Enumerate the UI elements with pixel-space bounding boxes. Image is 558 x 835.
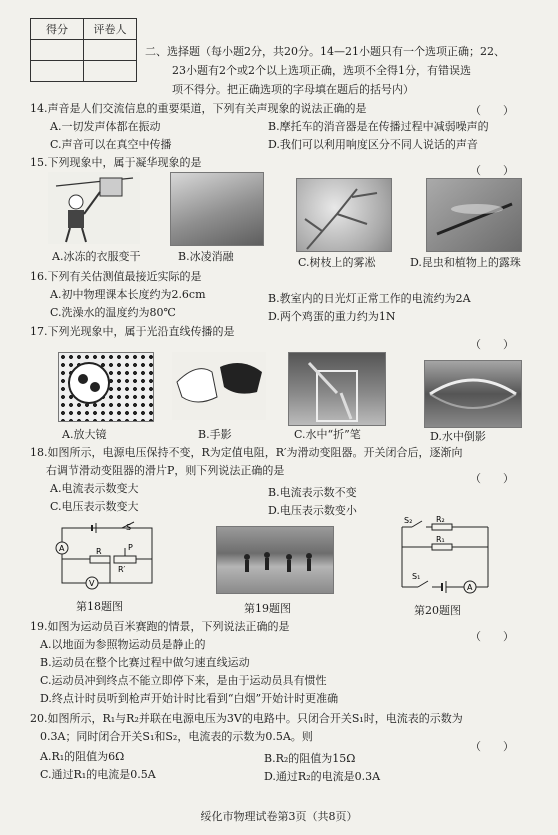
q14-option-a: A.一切发声体都在振动	[50, 120, 161, 133]
q14-answer-parens: （ ）	[470, 104, 514, 117]
melting-ice-image	[170, 172, 264, 246]
switch-s2-label: S₂	[404, 516, 413, 525]
frozen-clothes-image	[48, 172, 140, 244]
q18-stem-line1: 18.如图所示，电源电压保持不变，R为定值电阻，R′为滑动变阻器。开关闭合后，逐渐向	[30, 446, 463, 459]
dewdrops-insect-image	[426, 178, 522, 252]
q20-option-c: C.通过R₁的电流是0.5A	[40, 768, 156, 781]
figure-20-caption: 第20题图	[414, 604, 461, 617]
q20-stem-line1: 20.如图所示，R₁与R₂并联在电源电压为3V的电路中。只闭合开关S₁时，电流表的示数为	[30, 712, 463, 725]
frozen-clothes-drawing	[48, 172, 140, 244]
q14-option-c: C.声音可以在真空中传播	[50, 138, 172, 151]
q19-stem: 19.如图为运动员百米赛跑的情景，下列说法正确的是	[30, 620, 290, 633]
q16-stem: 16.下列有关估测值最接近实际的是	[30, 270, 202, 283]
resistor-label: R	[96, 547, 102, 556]
section-heading-line2: 23小题有2个或2个以上选项正确，选项不全得1分，有错误选	[172, 64, 471, 77]
q18-stem-line2: 右调节滑动变阻器的滑片P，则下列说法正确的是	[46, 464, 285, 477]
q19-option-d: D.终点计时员听到枪声开始计时比看到“白烟”开始计时更准确	[40, 692, 339, 705]
q17-option-b: B.手影	[198, 428, 232, 441]
ammeter-label: A	[59, 544, 65, 553]
q18-answer-parens: （ ）	[470, 472, 514, 485]
circuit-diagram-20	[392, 515, 500, 597]
q19-option-a: A.以地面为参照物运动员是静止的	[40, 638, 206, 651]
bridge-reflection-image	[424, 360, 522, 428]
glass-pencil-drawing	[289, 353, 385, 425]
q17-option-d: D.水中倒影	[430, 430, 486, 443]
q16-option-a: A.初中物理课本长度约为2.6cm	[50, 288, 206, 301]
rheostat-label: R′	[118, 565, 126, 574]
page-footer: 绥化市物理试卷第3页（共8页）	[200, 810, 358, 823]
magnifier-drawing	[59, 353, 153, 421]
q16-option-b: B.教室内的日光灯正常工作的电流约为2A	[268, 292, 471, 305]
q14-option-d: D.我们可以利用响度区分不同人说话的声音	[268, 138, 478, 151]
bridge-drawing	[425, 361, 521, 427]
section-heading-line3: 项不得分。把正确选项的字母填在题后的括号内）	[172, 83, 414, 96]
hand-shadow-image	[172, 352, 266, 420]
sprint-race-photo	[216, 526, 334, 594]
q19-option-b: B.运动员在整个比赛过程中做匀速直线运动	[40, 656, 250, 669]
q17-answer-parens: （ ）	[470, 338, 514, 351]
q15-option-d: D.昆虫和植物上的露珠	[410, 256, 521, 269]
q18-option-d: D.电压表示数变小	[268, 504, 357, 517]
q18-option-a: A.电流表示数变大	[50, 482, 139, 495]
resistor-r1-label: R₁	[436, 535, 445, 544]
switch-label: S	[126, 523, 132, 532]
circuit-diagram-18	[52, 520, 162, 592]
q17-option-c: C.水中“折”笔	[294, 428, 361, 441]
insect-drawing	[427, 179, 521, 251]
ammeter-label-20: A	[467, 583, 473, 592]
runners-drawing	[217, 527, 333, 593]
q15-option-c: C.树枝上的雾凇	[298, 256, 376, 269]
q19-answer-parens: （ ）	[470, 630, 514, 643]
grader-cell	[84, 40, 137, 61]
q16-option-d: D.两个鸡蛋的重力约为1N	[268, 310, 396, 323]
q18-option-b: B.电流表示数不变	[268, 486, 357, 499]
q20-stem-line2: 0.3A；同时闭合开关S₁和S₂，电流表的示数为0.5A。则	[40, 730, 313, 743]
q14-stem: 14.声音是人们交流信息的重要渠道，下列有关声现象的说法正确的是	[30, 102, 367, 115]
q20-answer-parens: （ ）	[470, 740, 514, 753]
figure-19-caption: 第19题图	[244, 602, 291, 615]
section-heading-line1: 二、选择题（每小题2分，共20分。14—21小题只有一个选项正确；22、	[145, 45, 505, 58]
q17-stem: 17.下列光现象中，属于光沿直线传播的是	[30, 325, 235, 338]
score-cell	[31, 61, 84, 82]
score-table	[30, 18, 137, 82]
hand-shadow-drawing	[172, 352, 266, 420]
q14-option-b: B.摩托车的消音器是在传播过程中减弱噪声的	[268, 120, 489, 133]
voltmeter-label: V	[89, 579, 95, 588]
grader-header: 评卷人	[84, 19, 137, 40]
figure-18-caption: 第18题图	[76, 600, 123, 613]
score-header: 得分	[31, 19, 84, 40]
resistor-r2-label: R₂	[436, 515, 445, 524]
q15-option-a: A.冰冻的衣服变干	[52, 250, 141, 263]
magnifier-image	[58, 352, 154, 422]
bent-pencil-image	[288, 352, 386, 426]
frost-branches-image	[296, 178, 392, 252]
q15-answer-parens: （ ）	[470, 164, 514, 177]
q20-option-b: B.R₂的阻值为15Ω	[264, 752, 356, 765]
q19-option-c: C.运动员冲到终点不能立即停下来，是由于运动员具有惯性	[40, 674, 327, 687]
q20-option-d: D.通过R₂的电流是0.3A	[264, 770, 381, 783]
switch-s1-label: S₁	[412, 572, 421, 581]
q20-option-a: A.R₁的阻值为6Ω	[40, 750, 125, 763]
q16-option-c: C.洗澡水的温度约为80℃	[50, 306, 176, 319]
grader-cell	[84, 61, 137, 82]
slider-label: P	[128, 543, 133, 552]
q15-option-b: B.冰凌消融	[178, 250, 234, 263]
q17-option-a: A.放大镜	[62, 428, 107, 441]
q15-stem: 15.下列现象中，属于凝华现象的是	[30, 156, 202, 169]
frost-branches-drawing	[297, 179, 391, 251]
q18-option-c: C.电压表示数变大	[50, 500, 139, 513]
score-cell	[31, 40, 84, 61]
